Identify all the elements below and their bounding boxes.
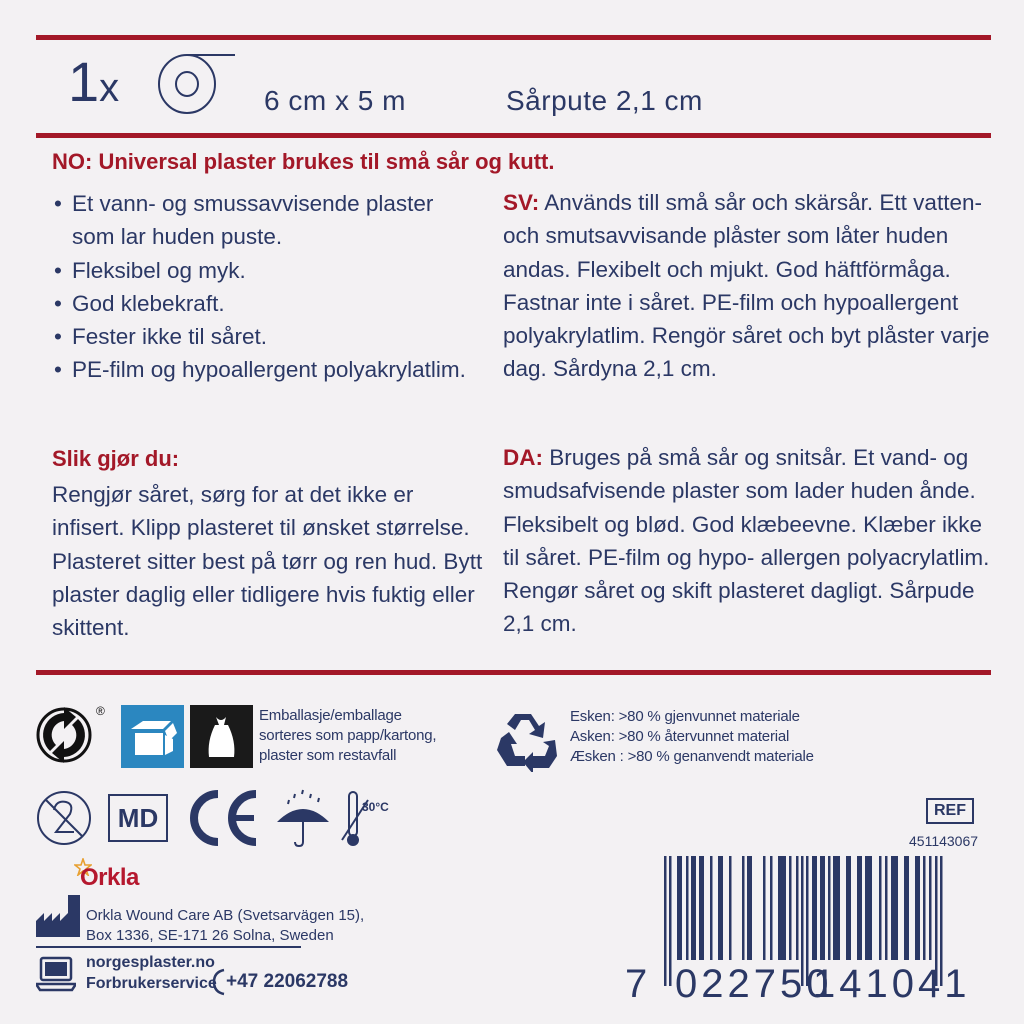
no-heading: NO: Universal plaster brukes til små sår og kutt. bbox=[52, 149, 555, 174]
phone-icon bbox=[212, 968, 226, 996]
barcode-first-digit: 7 bbox=[625, 962, 652, 1006]
list-item: • Et vann- og smussavvisende plaster som lar huden puste. bbox=[52, 187, 482, 254]
phone-link[interactable]: +47 22062788 bbox=[226, 971, 349, 992]
contact-divider bbox=[36, 946, 301, 948]
consumer-service-label: Forbrukerservice bbox=[86, 975, 217, 992]
sorting-text bbox=[259, 706, 436, 766]
wound-pad-size: Sårpute 2,1 cm bbox=[506, 85, 703, 116]
section-divider-rule bbox=[36, 670, 991, 675]
address-line: Orkla Wound Care AB (Svetsarvägen 15), bbox=[86, 907, 365, 924]
da-section bbox=[503, 441, 993, 641]
barcode-left-group: 022750 bbox=[675, 962, 833, 1006]
da-label: DA: bbox=[503, 445, 543, 470]
keep-dry-icon bbox=[275, 788, 331, 848]
recycling-text bbox=[570, 707, 814, 767]
website-link[interactable]: norgesplaster.no bbox=[86, 954, 215, 971]
tape-roll-icon bbox=[157, 52, 239, 116]
address-line: Box 1336, SE-171 26 Solna, Sweden bbox=[86, 927, 334, 944]
list-item: • PE-film og hypoallergent polyakrylatlim. bbox=[52, 353, 482, 386]
green-dot-icon bbox=[36, 705, 92, 763]
recycling-line-no: Esken: >80 % gjenvunnet materiale bbox=[570, 708, 800, 725]
temperature-label: 30°C bbox=[362, 800, 389, 814]
sv-body: Används till små sår och skärsår. Ett vatten- och smutsavvisande plåster som låter huden andas. Flexibelt och mjukt. God häftförmåga. Fastnar inte i såret. PE-film och hypoallergent polyakrylatlim. Rengör såret och byt plåster varje dag. Sårdyna 2,1 cm. bbox=[503, 190, 990, 382]
do-not-reuse-icon bbox=[36, 790, 92, 846]
top-rule bbox=[36, 35, 991, 40]
recycling-line-sv: Asken: >80 % återvunnet material bbox=[570, 728, 790, 745]
sorting-line: sorteres som papp/kartong, bbox=[259, 727, 437, 744]
howto-body: Rengjør såret, sørg for at det ikke er infisert. Klipp plasteret til ønsket størrelse. Plasteret sitter best på tørr og ren hud. Bytt plaster daglig eller tidligere hvis fuktig eller skittent. bbox=[52, 482, 483, 641]
website-laptop-icon bbox=[36, 956, 76, 992]
orkla-logo bbox=[74, 858, 164, 892]
da-body: Bruges på små sår og snitsår. Et vand- og smudsafvisende plaster som lader huden ånde. Fleksibelt og blød. God klæbeevne. Klæber ikke til såret. PE-film og hypo- allergen polyacrylatlim. Rengør såret og skift plasteret dagligt. Sårpude 2,1 cm. bbox=[503, 445, 990, 637]
quantity-value: 1 bbox=[68, 50, 100, 113]
orkla-wordmark: Orkla bbox=[80, 864, 139, 891]
header-bottom-rule bbox=[36, 133, 991, 138]
recycling-line-da: Æsken : >80 % genanvendt materiale bbox=[570, 748, 814, 765]
sorting-line: plaster som restavfall bbox=[259, 747, 397, 764]
manufacturer-address bbox=[86, 906, 364, 946]
registered-mark: ® bbox=[96, 704, 105, 718]
ref-label: REF bbox=[926, 798, 974, 824]
sv-label: SV: bbox=[503, 190, 540, 215]
recycle-icon bbox=[493, 708, 559, 772]
temperature-limit-icon bbox=[340, 790, 370, 848]
quantity-unit: x bbox=[99, 66, 120, 110]
no-bullet-list bbox=[52, 187, 482, 387]
barcode-right-group: 141041 bbox=[813, 962, 971, 1006]
list-item: • Fester ikke til såret. bbox=[52, 320, 482, 353]
dimensions: 6 cm x 5 m bbox=[264, 85, 406, 116]
sv-section bbox=[503, 186, 993, 386]
medical-device-icon: MD bbox=[108, 794, 168, 842]
ce-mark-icon bbox=[188, 790, 260, 846]
manufacturer-icon bbox=[36, 895, 80, 937]
sorting-line: Emballasje/emballage bbox=[259, 707, 402, 724]
cardboard-box-icon bbox=[121, 705, 184, 768]
ref-number: 451143067 bbox=[909, 833, 979, 849]
waste-bag-icon bbox=[190, 705, 253, 768]
list-item: • God klebekraft. bbox=[52, 287, 482, 320]
list-item: • Fleksibel og myk. bbox=[52, 254, 482, 287]
quantity bbox=[68, 52, 119, 118]
howto-heading: Slik gjør du: bbox=[52, 446, 180, 471]
